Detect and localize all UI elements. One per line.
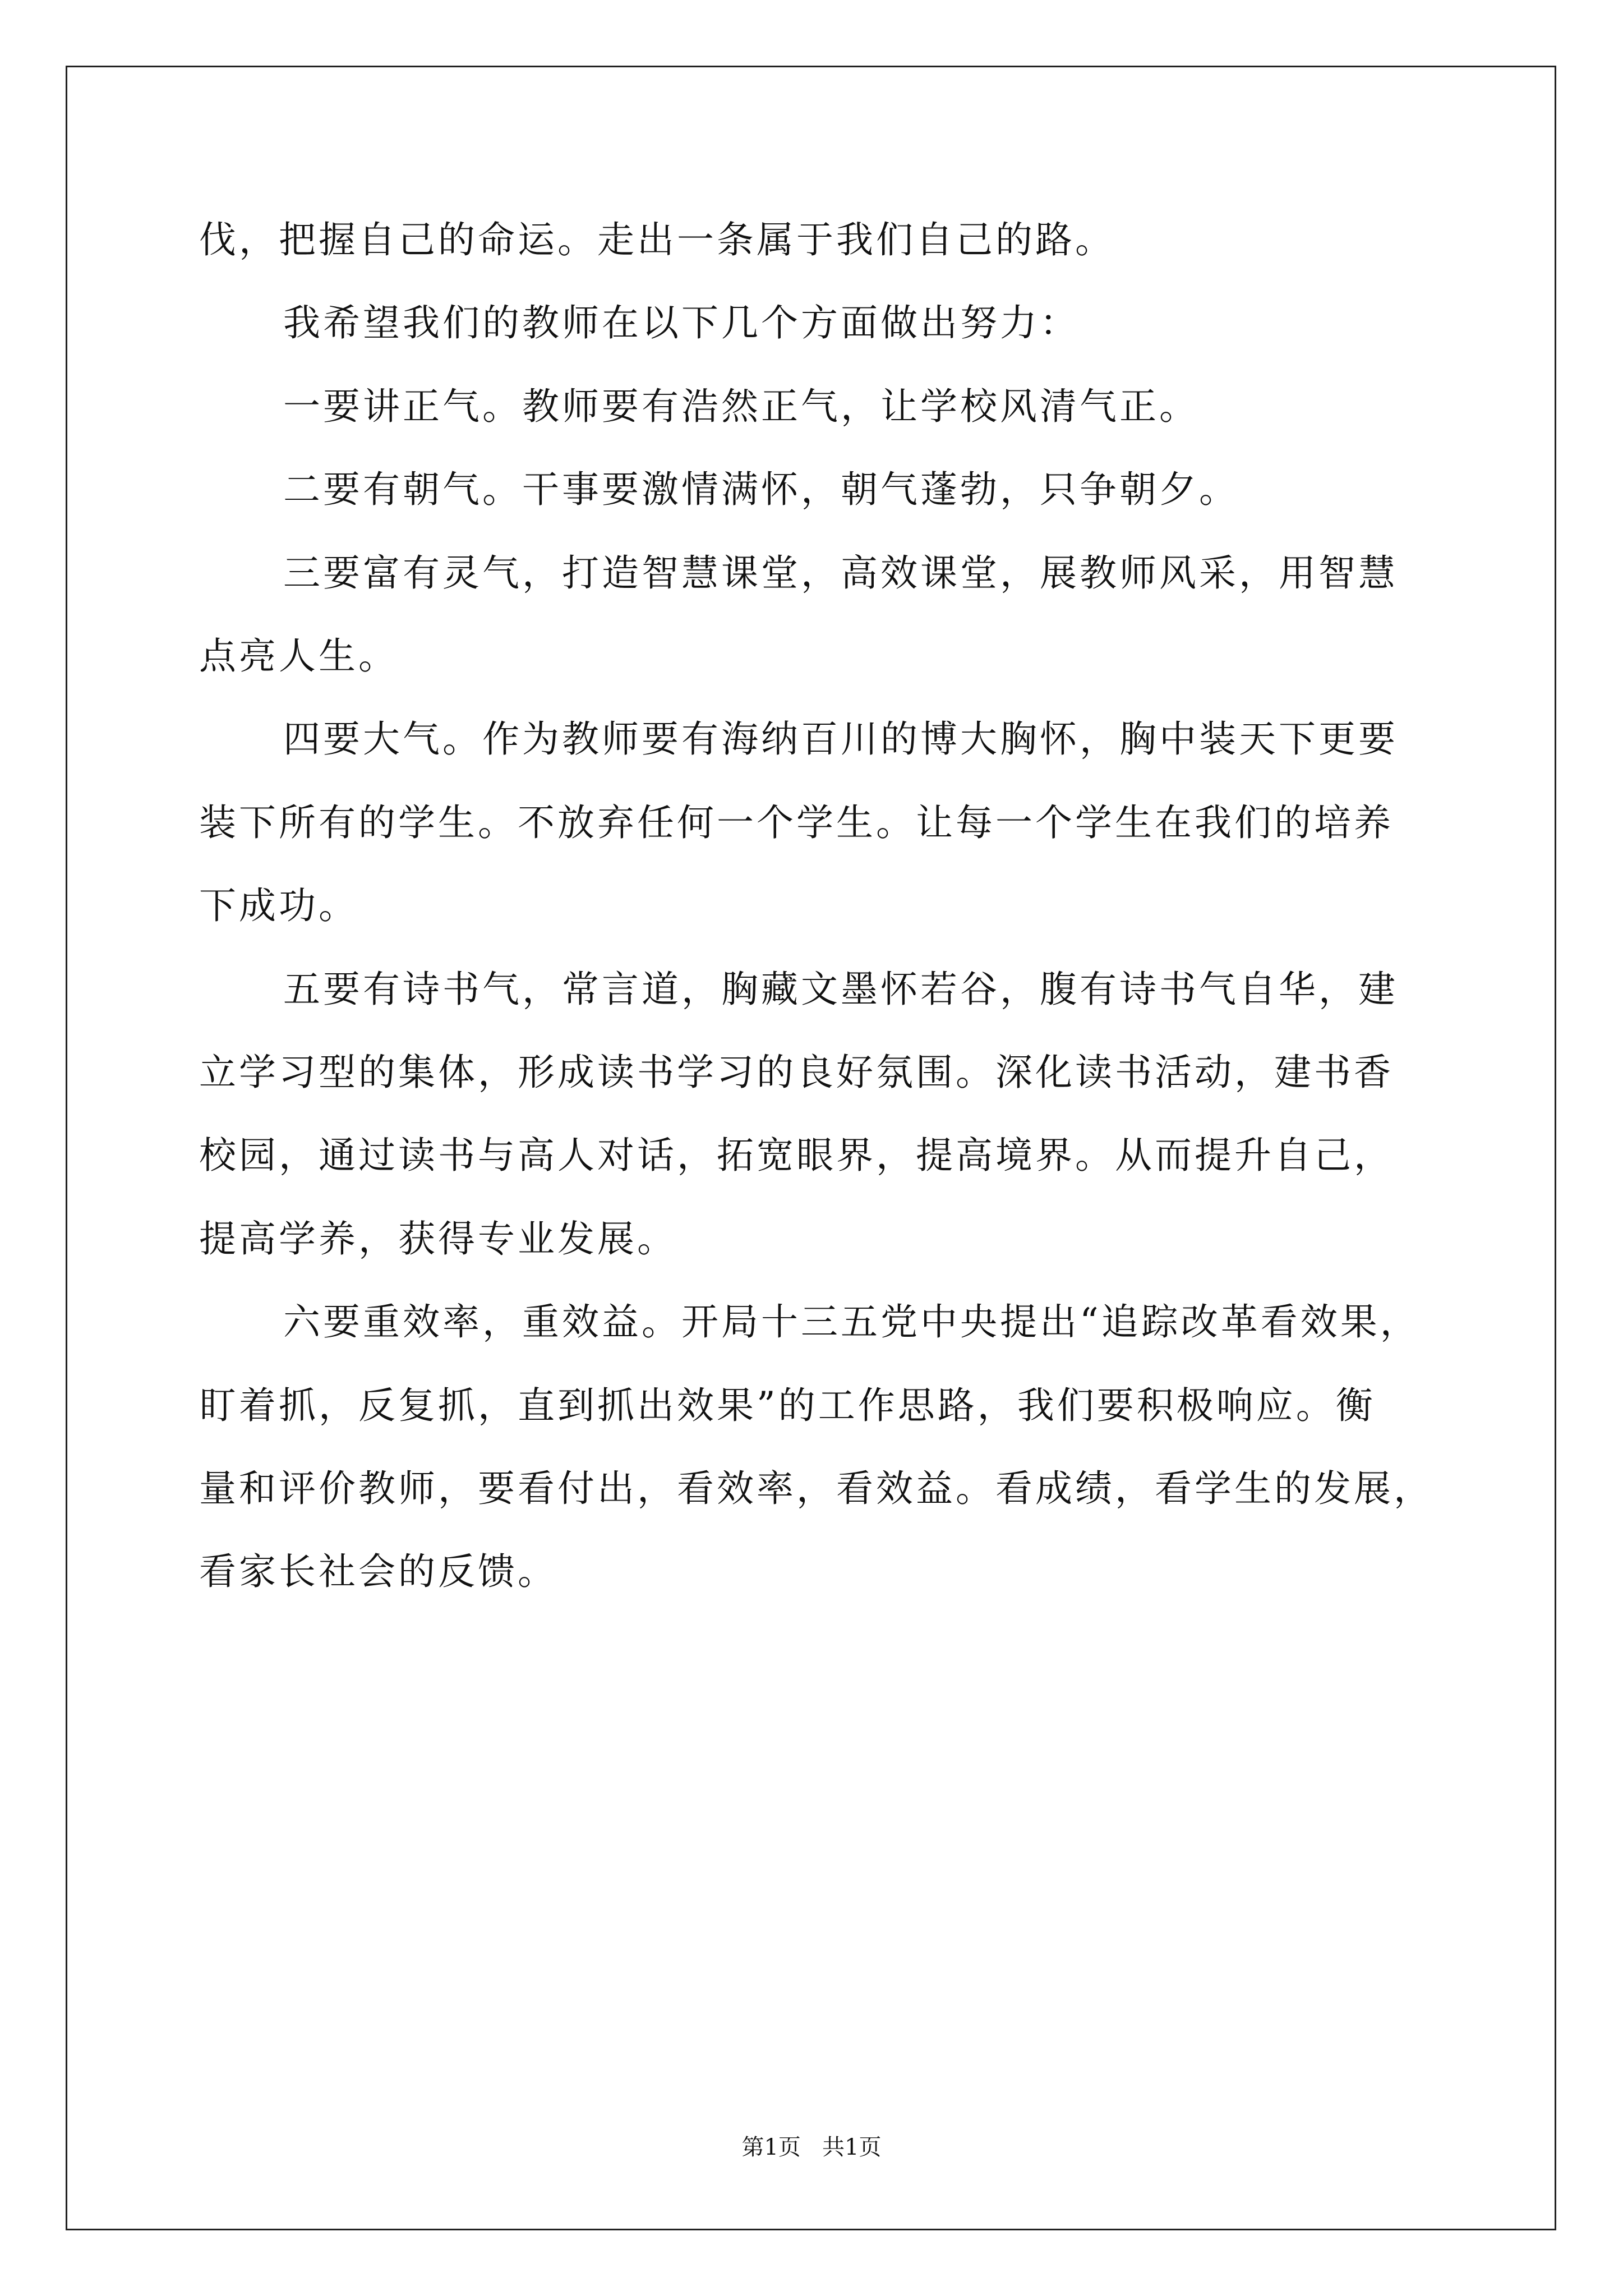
text-line: 立学习型的集体，形成读书学习的良好氛围。深化读书活动，建书香 — [199, 1051, 1394, 1094]
text-line: 校园，通过读书与高人对话，拓宽眼界，提高境界。从而提升自己， — [199, 1134, 1394, 1177]
text-line: 提高学养，获得专业发展。 — [199, 1217, 677, 1260]
paragraph-start: 二要有朝气。干事要激情满怀，朝气蓬勃，只争朝夕。 — [283, 468, 1239, 511]
text-line: 量和评价教师，要看付出，看效率，看效益。看成绩，看学生的发展， — [199, 1467, 1433, 1510]
text-line: 盯着抓，反复抓，直到抓出效果”的工作思路，我们要积极响应。衡 — [199, 1384, 1376, 1427]
paragraph-start: 五要有诗书气，常言道，胸藏文墨怀若谷，腹有诗书气自华，建 — [283, 968, 1398, 1011]
text-line: 伐，把握自己的命运。走出一条属于我们自己的路。 — [199, 218, 1115, 261]
page-number-footer: 第1页 共1页 — [741, 2134, 882, 2160]
text-line: 点亮人生。 — [199, 634, 398, 678]
paragraph-start: 四要大气。作为教师要有海纳百川的博大胸怀，胸中装天下更要 — [283, 717, 1398, 761]
text-line: 装下所有的学生。不放弃任何一个学生。让每一个学生在我们的培养 — [199, 801, 1394, 844]
paragraph-start: 六要重效率，重效益。开局十三五党中央提出“追踪改革看效果， — [283, 1300, 1420, 1343]
text-line: 看家长社会的反馈。 — [199, 1550, 557, 1593]
paragraph-start: 三要富有灵气，打造智慧课堂，高效课堂，展教师风采，用智慧 — [283, 551, 1398, 595]
text-line: 下成功。 — [199, 884, 358, 927]
paragraph-start: 我希望我们的教师在以下几个方面做出努力： — [283, 301, 1080, 344]
paragraph-start: 一要讲正气。教师要有浩然正气，让学校风清气正。 — [283, 385, 1199, 428]
